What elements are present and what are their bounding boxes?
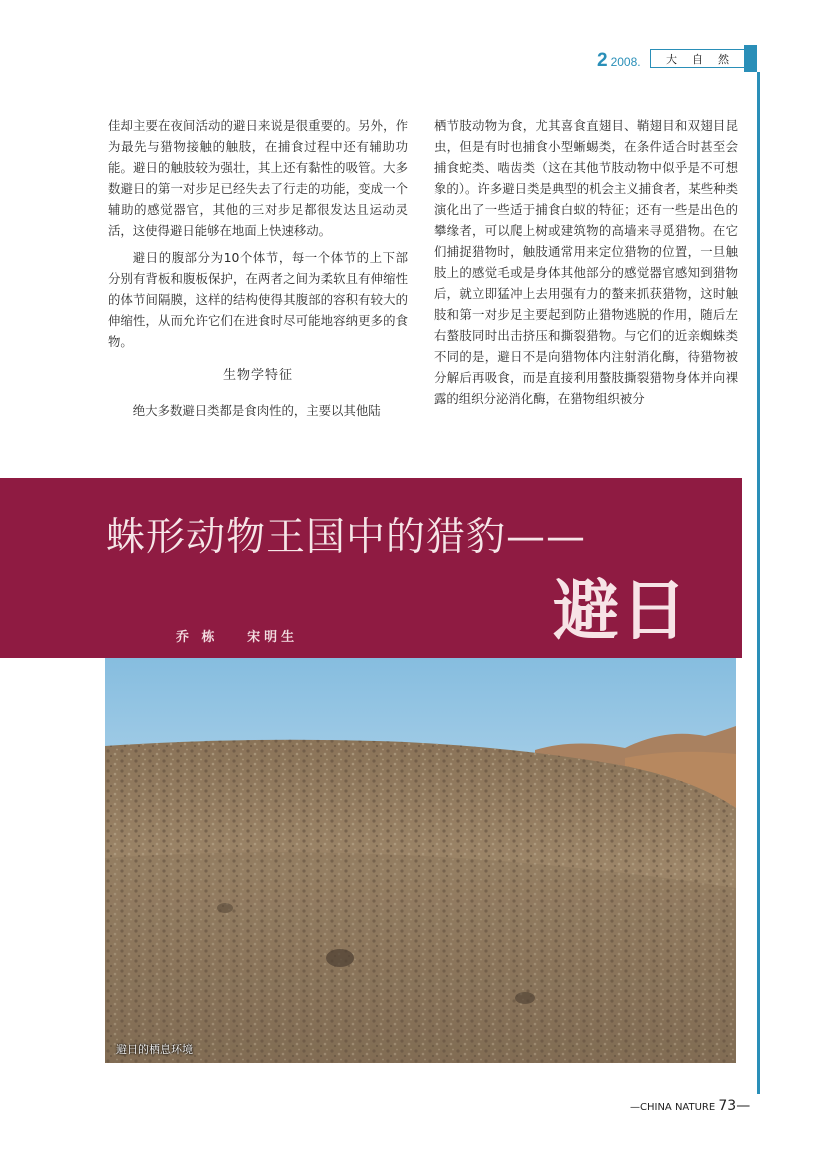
left-paragraph-3: 绝大多数避日类都是食肉性的，主要以其他陆 — [132, 403, 381, 418]
side-rule — [757, 72, 760, 1094]
left-paragraph-1: 佳却主要在夜间活动的避日来说是很重要的。另外，作为最先与猎物接触的触肢，在捕食过程中还有辅助功能。避日的触肢较为强壮，其上还有黏性的吸管。大多数避日的第一对步足已经失去了行走的功能，变成一个辅助的感觉器官，其他的三对步足都很发达且运动灵活，这使得避日能够在地面上快速移动。 — [108, 118, 408, 238]
habitat-photo — [105, 658, 736, 1063]
article-title-main: 避日 — [553, 572, 689, 649]
left-paragraph-2: 避日的腹部分为10个体节，每一个体节的上下部分别有背板和腹板保护，在两者之间为柔软且有伸缩性的体节间隔膜，这样的结构使得其腹部的容积有较大的伸缩性，从而允许它们在进食时尽可能地容纳更多的食物。 — [108, 250, 408, 349]
section-subheading: 生物学特征 — [222, 368, 293, 383]
author-1: 乔 栋 — [176, 630, 219, 645]
right-paragraph-1: 栖节肢动物为食，尤其喜食直翅目、鞘翅目和双翅目昆虫，但是有时也捕食小型蜥蜴类，在条件适合时甚至会捕食蛇类、啮齿类（这在其他节肢动物中似乎是不可想象的）。许多避日类是典型的机会主义捕食者，某些种类演化出了一些适于捕食白蚁的特征；还有一些是出色的攀缘者，可以爬上树或建筑物的高墙来寻觅猎物。在它们捕捉猎物时，触肢通常用来定位猎物的位置，一旦触肢上的感觉毛或是身体其他部分的感觉器官感知到猎物后，就立即猛冲上去用强有力的螯来抓获猎物，这时触肢和第一对步足主要起到防止猎物逃脱的作用，随后左右螯肢同时出击挤压和撕裂猎物。与它们的近亲蜘蛛类不同的是，避日不是向猎物体内注射消化酶，待猎物被分解后再吸食，而是直接利用螯肢撕裂猎物身体并向裸露的组织分泌消化酶，在猎物组织被分 — [434, 118, 738, 406]
right-column — [434, 115, 738, 409]
left-column — [108, 115, 408, 421]
issue-label — [597, 50, 641, 72]
photo-caption: 避日的栖息环境 — [116, 1043, 193, 1056]
page-number: 73— — [718, 1098, 751, 1114]
author-2: 宋明生 — [247, 630, 299, 645]
header-accent-block — [744, 45, 757, 72]
footer-magazine: —CHINA NATURE — [630, 1102, 716, 1113]
article-authors — [176, 626, 318, 645]
article-title: 蛛形动物王国中的猎豹—— — [106, 515, 587, 560]
page-footer — [630, 1098, 750, 1114]
issue-year: 2008. — [610, 55, 641, 69]
magazine-name: 大自然 — [650, 49, 745, 68]
issue-number: 2 — [597, 50, 608, 71]
